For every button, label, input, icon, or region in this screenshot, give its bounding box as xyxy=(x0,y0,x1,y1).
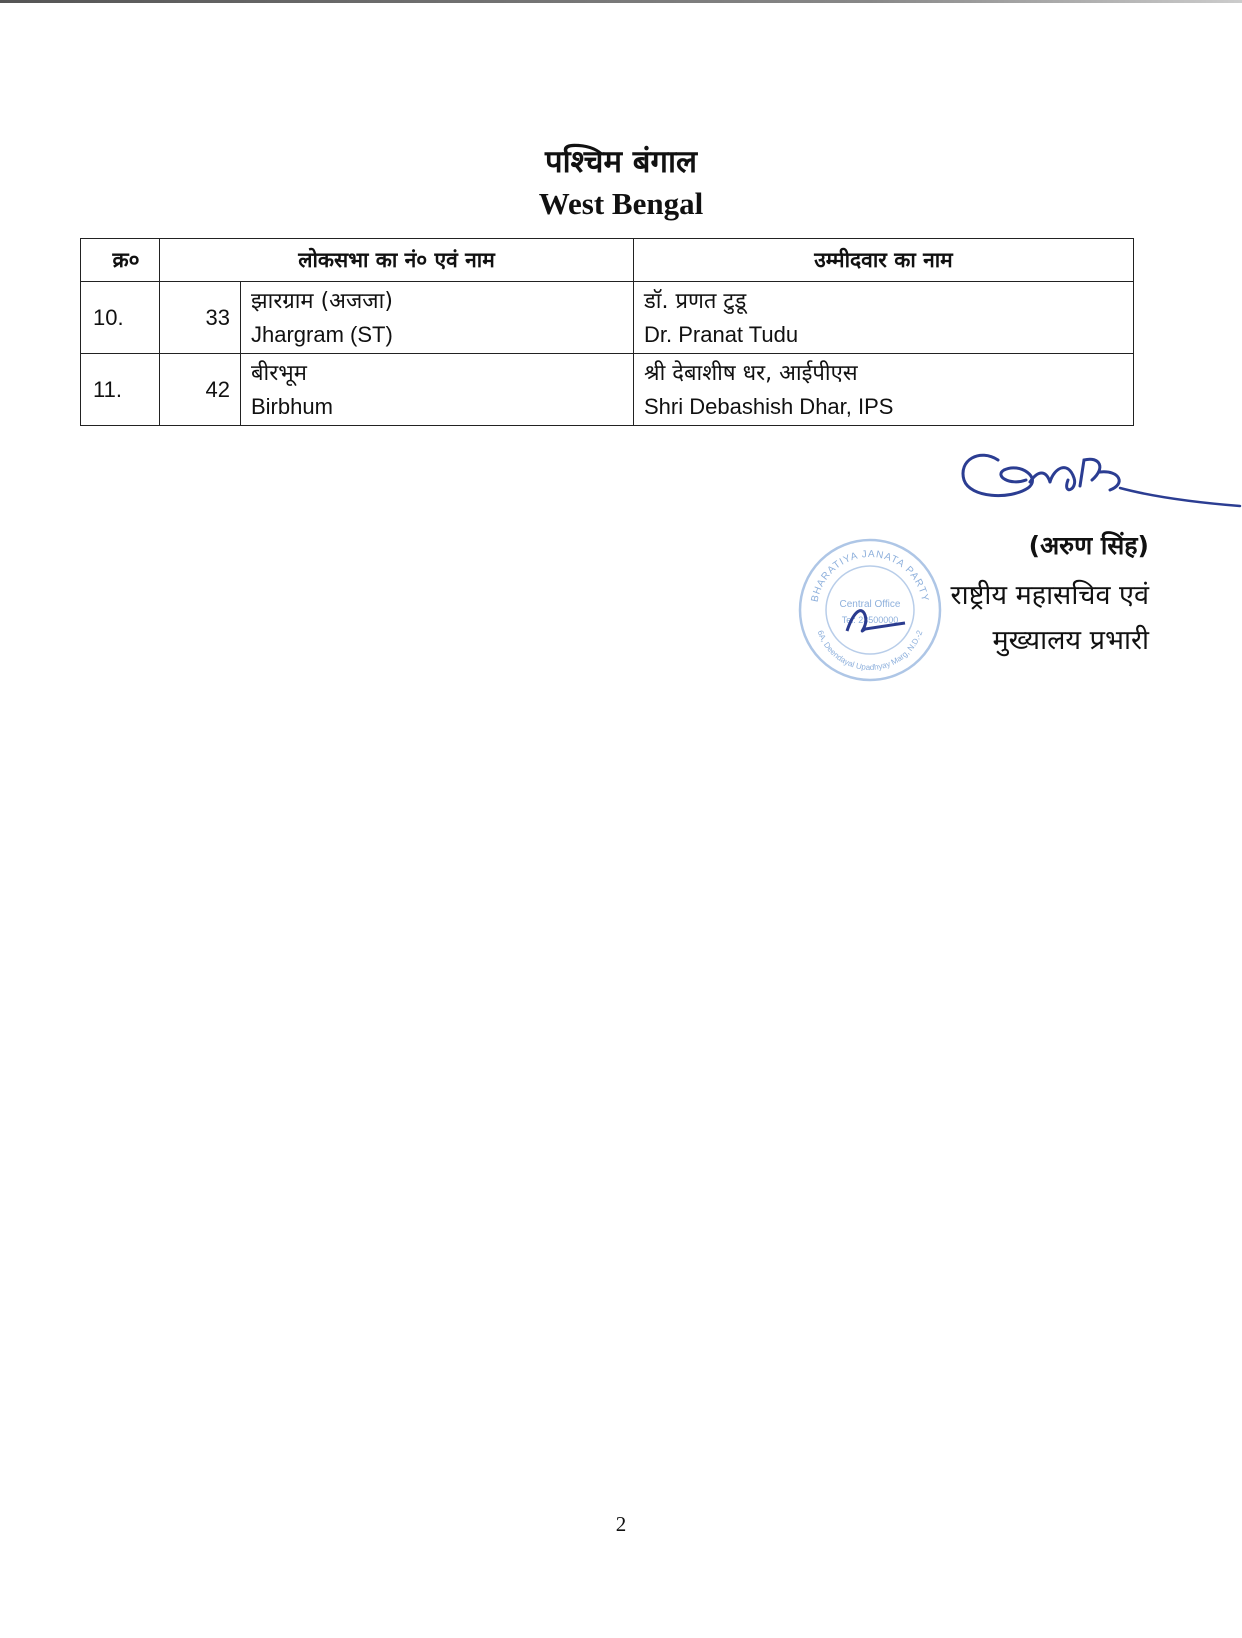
seal-ring-text: BHARATIYA JANATA PARTY xyxy=(809,548,931,604)
top-scan-rule xyxy=(0,0,1242,3)
candidate-table xyxy=(80,238,1134,426)
svg-text:BHARATIYA JANATA PARTY xyxy=(810,549,931,603)
svg-text:6A, Deendayal Upadhyay Marg, N xyxy=(816,629,925,672)
signatory-designation-line2: मुख्यालय प्रभारी xyxy=(992,625,1149,656)
handwritten-signature xyxy=(950,440,1242,535)
candidate-name-english: Shri Debashish Dhar, IPS xyxy=(644,393,894,419)
seal-inner-line1: Central Office xyxy=(839,599,901,610)
header-serial: क्र० xyxy=(81,239,160,282)
page-title-hindi: पश्चिम बंगाल xyxy=(544,144,698,180)
candidate-name-english: Dr. Pranat Tudu xyxy=(644,321,799,347)
constituency-name-hindi: झारग्राम (अजजा) xyxy=(251,288,393,314)
signatory-designation-line1: राष्ट्रीय महासचिव एवं xyxy=(950,580,1149,611)
party-seal-stamp xyxy=(795,535,945,685)
row-constituency-name xyxy=(241,354,634,426)
candidate-name-hindi: श्री देबाशीष धर, आईपीएस xyxy=(644,360,858,386)
row-candidate-name xyxy=(634,354,1134,426)
candidate-name-hindi: डॉ. प्रणत टुडू xyxy=(644,288,747,314)
seal-inner-line2: Tel: 23500000 xyxy=(841,615,899,625)
seal-address-text: 6A, Deendayal Upadhyay Marg, N.D.-2 xyxy=(815,629,925,673)
row-serial: 11. xyxy=(81,354,160,426)
page-number: 2 xyxy=(615,1512,627,1536)
page-title-english: West Bengal xyxy=(538,186,704,221)
row-constituency-number: 33 xyxy=(160,282,241,354)
row-constituency-number: 42 xyxy=(160,354,241,426)
constituency-name-english: Birbhum xyxy=(251,393,333,419)
signature-block xyxy=(790,440,1242,700)
row-serial: 10. xyxy=(81,282,160,354)
header-constituency: लोकसभा का नं० एवं नाम xyxy=(160,239,634,282)
header-candidate: उम्मीदवार का नाम xyxy=(634,239,1134,282)
row-constituency-name xyxy=(241,282,634,354)
table-row xyxy=(81,354,1134,426)
signatory-name: (अरुण सिंह) xyxy=(1028,531,1149,560)
table-header-row xyxy=(81,239,1134,282)
row-candidate-name xyxy=(634,282,1134,354)
constituency-name-hindi: बीरभूम xyxy=(251,360,307,386)
constituency-name-english: Jhargram (ST) xyxy=(251,321,393,347)
table-row xyxy=(81,282,1134,354)
